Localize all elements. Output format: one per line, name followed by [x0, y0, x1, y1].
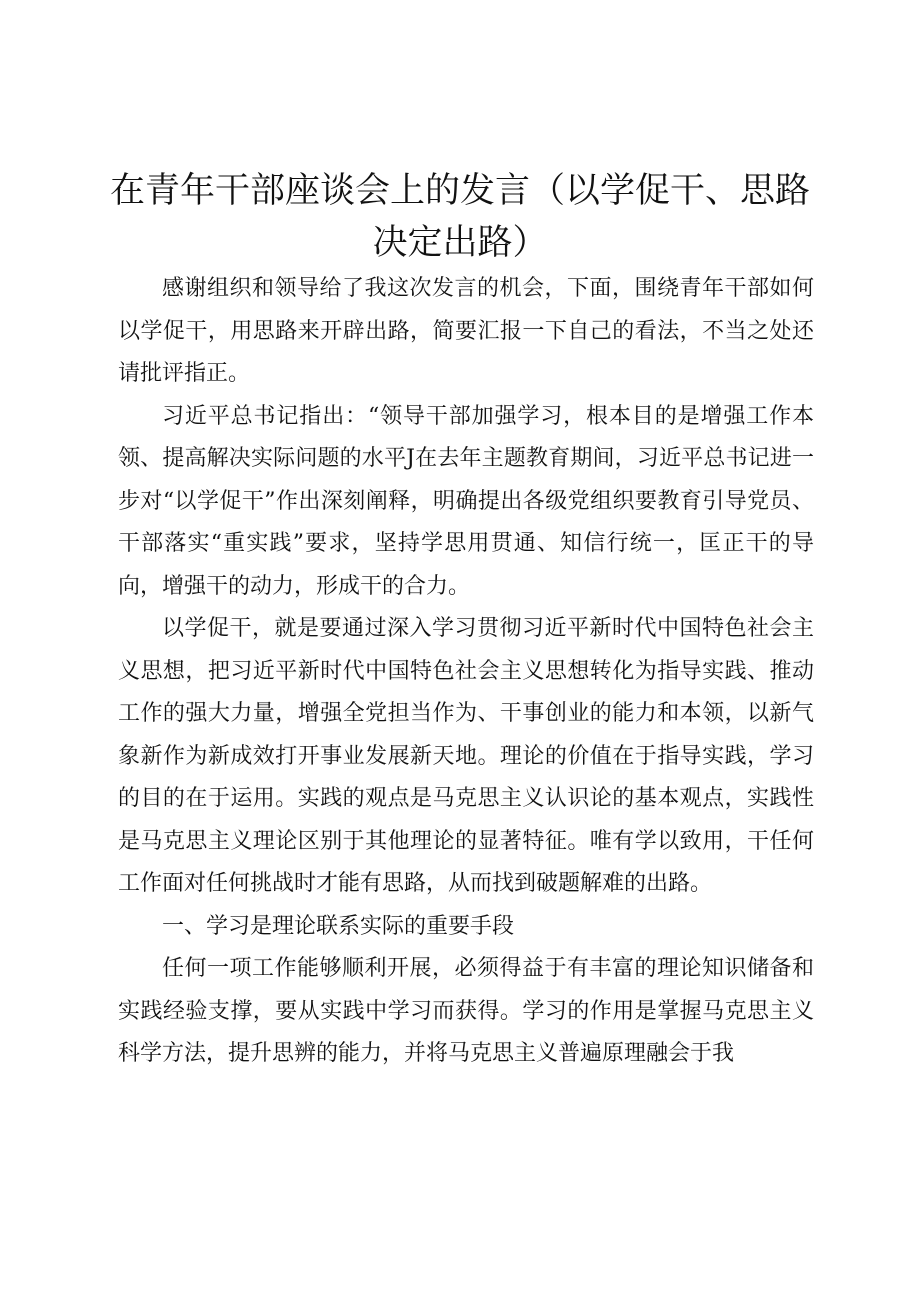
section-heading: 一、学习是理论联系实际的重要手段 — [162, 913, 515, 939]
paragraph-intro: 感谢组织和领导给了我这次发言的机会，下面，围绕青年干部如何以学促干，用思路来开辟出路，简要汇报一下自己的看法，不当之处还请批评指正。 — [118, 276, 814, 386]
paragraph-learning-promotes-work: 以学促干，就是要通过深入学习贯彻习近平新时代中国特色社会主义思想，把习近平新时代中国特色社会主义思想转化为指导实践、推动工作的强大力量，增强全党担当作为、干事创业的能力和本领，以新气象新作为新成效打开事业发展新天地。理论的价值在于指导实践，学习的目的在于运用。实践的观点是马克思主义认识论的基本观点，实践性是马克思主义理论区别于其他理论的显著特征。唯有学以致用，干任何工作面对任何挑战时才能有思路，从而找到破题解难的出路。 — [118, 616, 814, 896]
document-body — [118, 268, 814, 1076]
paragraph-section-one: 任何一项工作能够顺利开展，必须得益于有丰富的理论知识储备和实践经验支撑，要从实践中学习而获得。学习的作用是掌握马克思主义科学方法，提升思辨的能力，并将马克思主义普遍原理融会于我 — [118, 956, 814, 1066]
paragraph-quote: 习近平总书记指出：“领导干部加强学习，根本目的是增强工作本领、提高解决实际问题的水平J在去年主题教育期间，习近平总书记进一步对“以学促干”作出深刻阐释，明确提出各级党组织要教育引导党员、干部落实“重实践”要求，坚持学思用贯通、知信行统一，匡正干的导向，增强干的动力，形成干的合力。 — [118, 403, 814, 599]
document-title: 在青年干部座谈会上的发言（以学促干、思路决定出路） — [109, 171, 810, 263]
